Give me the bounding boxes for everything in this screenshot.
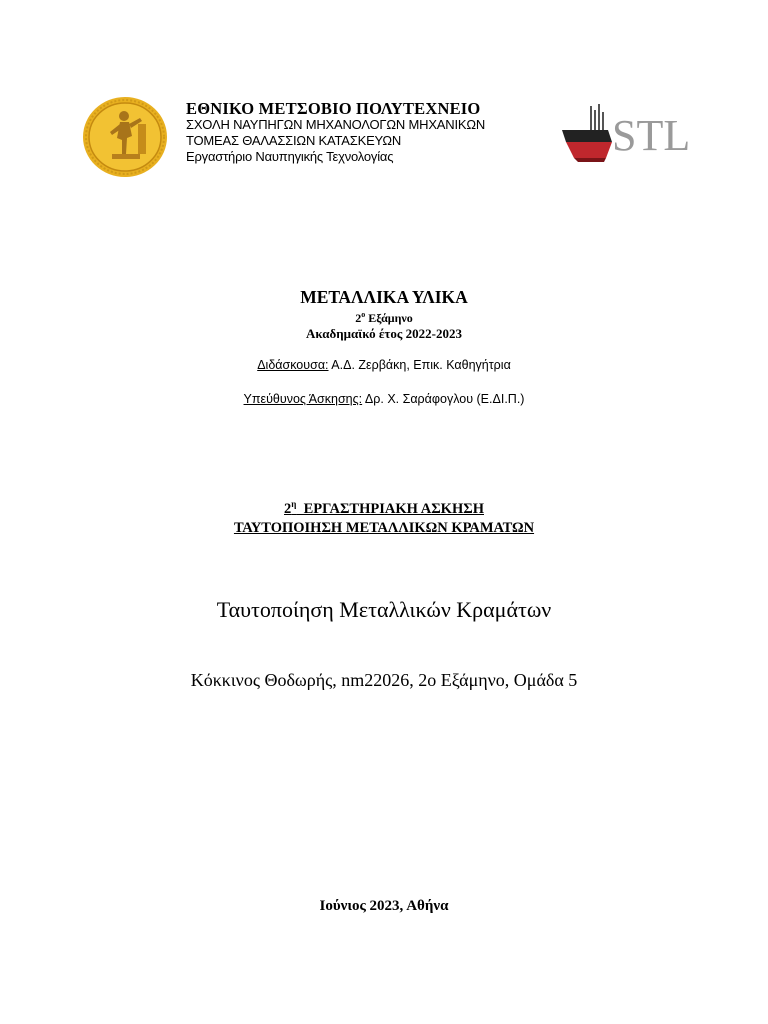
exercise-title-line2: ΤΑΥΤΟΠΟΙΗΣΗ ΜΕΤΑΛΛΙΚΩΝ ΚΡΑΜΑΤΩΝ — [233, 519, 535, 536]
academic-year: Ακαδημαϊκό έτος 2022-2023 — [306, 326, 462, 341]
university-header — [186, 101, 485, 165]
responsible-label: Υπεύθυνος Άσκησης: — [243, 392, 363, 406]
course-title: ΜΕΤΑΛΛΙΚΑ ΥΛΙΚΑ — [300, 287, 468, 307]
semester-line — [0, 310, 768, 326]
responsible-name: Δρ. Χ. Σαράφογλου (Ε.ΔΙ.Π.) — [362, 392, 525, 406]
exercise-title-line1 — [0, 495, 768, 519]
lab-name: Εργαστήριο Ναυπηγικής Τεχνολογίας — [186, 149, 394, 164]
exercise-line1-text: ΕΡΓΑΣΤΗΡΙΑΚΗ ΑΣΚΗΣΗ — [296, 500, 484, 517]
semester-word: Εξάμηνο — [365, 311, 413, 325]
university-seal-logo — [82, 96, 168, 178]
school-name: ΣΧΟΛΗ ΝΑΥΠΗΓΩΝ ΜΗΧΑΝΟΛΟΓΩΝ ΜΗΧΑΝΙΚΩΝ — [186, 117, 486, 132]
stl-lab-logo — [560, 102, 702, 166]
responsible-line — [0, 392, 768, 406]
date-line: Ιούνιος 2023, Αθήνα — [319, 898, 449, 914]
instructor-name: Α.Δ. Ζερβάκη, Επικ. Καθηγήτρια — [328, 358, 511, 372]
department-name: ΤΟΜΕΑΣ ΘΑΛΑΣΣΙΩΝ ΚΑΤΑΣΚΕΥΩΝ — [186, 133, 402, 148]
exercise-number-sup: η — [291, 499, 297, 509]
semester-number: 2 — [355, 311, 362, 325]
semester-sup: ο — [361, 310, 366, 319]
instructor-line — [0, 358, 768, 372]
exercise-title — [0, 495, 768, 538]
student-line: Κόκκινος Θοδωρής, nm22026, 2ο Εξάμηνο, Ομάδα 5 — [190, 670, 578, 690]
exercise-number: 2 — [284, 500, 292, 517]
report-title: Ταυτοποίηση Μεταλλικών Κραμάτων — [216, 597, 552, 622]
instructor-label: Διδάσκουσα: — [257, 358, 329, 372]
stl-logo-text: STL — [612, 111, 691, 160]
university-name: ΕΘΝΙΚΟ ΜΕΤΣΟΒΙΟ ΠΟΛΥΤΕΧΝΕΙΟ — [186, 99, 481, 118]
